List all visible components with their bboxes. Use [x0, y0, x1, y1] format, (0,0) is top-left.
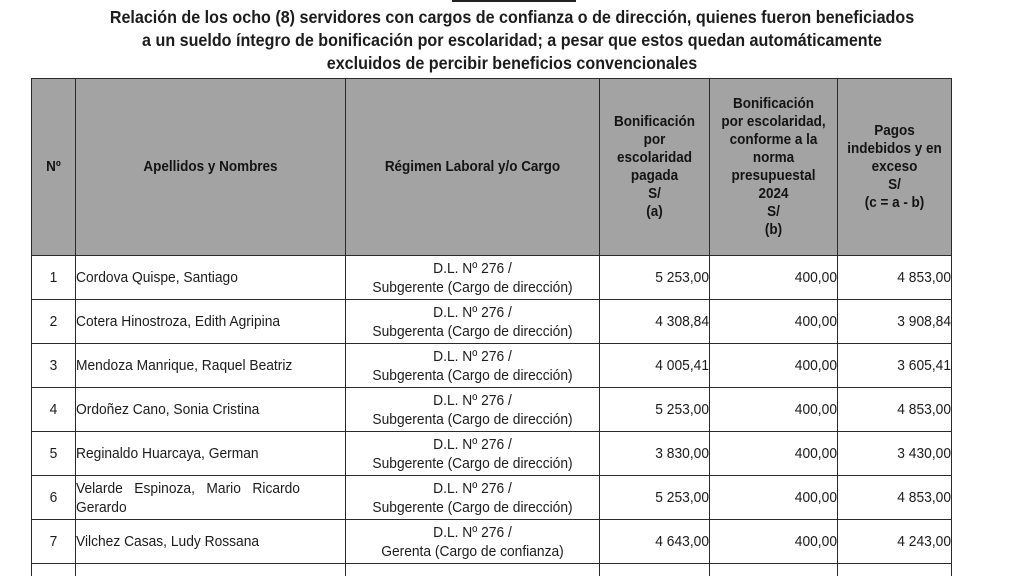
table-row	[32, 256, 952, 300]
row-paid	[600, 564, 710, 576]
row-paid: 3 830,00	[600, 432, 710, 476]
table-row	[32, 300, 952, 344]
row-number: 3	[32, 344, 76, 388]
row-excess	[838, 564, 952, 576]
row-name: Reginaldo Huarcaya, German	[76, 432, 346, 476]
top-rule	[452, 0, 576, 2]
row-norm: 400,00	[710, 300, 838, 344]
row-excess: 3 605,41	[838, 344, 952, 388]
row-regimen: D.L. Nº 276 / Subgerente (Cargo de dirección)	[346, 256, 600, 300]
row-norm	[710, 564, 838, 576]
table-row	[32, 344, 952, 388]
header-norm: Bonificación por escolaridad, conforme a la norma presupuestal 2024 S/ (b)	[710, 79, 838, 256]
table-row	[32, 432, 952, 476]
row-number: 2	[32, 300, 76, 344]
row-excess: 4 853,00	[838, 476, 952, 520]
header-excess: Pagos indebidos y en exceso S/ (c = a - b)	[838, 79, 952, 256]
row-regimen: D.L. Nº 276 / Subgerente (Cargo de dirección)	[346, 432, 600, 476]
row-name: Velarde Espinoza, Mario Ricardo Gerardo	[76, 476, 346, 520]
row-regimen	[346, 564, 600, 576]
row-norm: 400,00	[710, 432, 838, 476]
header-name: Apellidos y Nombres	[76, 79, 346, 256]
row-name: Vilchez Casas, Ludy Rossana	[76, 520, 346, 564]
row-paid: 5 253,00	[600, 388, 710, 432]
header-num: Nº	[32, 79, 76, 256]
row-regimen: D.L. Nº 276 / Gerenta (Cargo de confianza)	[346, 520, 600, 564]
row-number: 7	[32, 520, 76, 564]
table-row	[32, 520, 952, 564]
title-line-2: a un sueldo íntegro de bonificación por escolaridad; a pesar que estos quedan automáticamente	[142, 30, 882, 50]
title-line-1: Relación de los ocho (8) servidores con cargos de confianza o de dirección, quienes fueron beneficiados	[109, 7, 915, 27]
row-regimen: D.L. Nº 276 / Subgerenta (Cargo de dirección)	[346, 388, 600, 432]
title-line-3: excluidos de percibir beneficios convencionales	[326, 53, 698, 73]
row-excess: 4 853,00	[838, 388, 952, 432]
row-number: 5	[32, 432, 76, 476]
row-norm: 400,00	[710, 476, 838, 520]
table-row-partial	[32, 564, 952, 576]
row-number: 1	[32, 256, 76, 300]
row-number: 6	[32, 476, 76, 520]
row-paid: 4 643,00	[600, 520, 710, 564]
header-regimen: Régimen Laboral y/o Cargo	[346, 79, 600, 256]
row-name	[76, 564, 346, 576]
document-title	[41, 6, 983, 75]
row-paid: 5 253,00	[600, 476, 710, 520]
row-number: 4	[32, 388, 76, 432]
row-norm: 400,00	[710, 520, 838, 564]
row-number	[32, 564, 76, 576]
table-header-row	[32, 79, 952, 256]
row-paid: 5 253,00	[600, 256, 710, 300]
row-excess: 3 430,00	[838, 432, 952, 476]
row-paid: 4 005,41	[600, 344, 710, 388]
row-name: Cotera Hinostroza, Edith Agripina	[76, 300, 346, 344]
table-row	[32, 476, 952, 520]
header-paid: Bonificación por escolaridad pagada S/ (a)	[600, 79, 710, 256]
row-excess: 3 908,84	[838, 300, 952, 344]
row-name: Cordova Quispe, Santiago	[76, 256, 346, 300]
row-norm: 400,00	[710, 344, 838, 388]
row-excess: 4 853,00	[838, 256, 952, 300]
row-regimen: D.L. Nº 276 / Subgerenta (Cargo de dirección)	[346, 300, 600, 344]
table-row	[32, 388, 952, 432]
row-regimen: D.L. Nº 276 / Subgerenta (Cargo de dirección)	[346, 344, 600, 388]
row-excess: 4 243,00	[838, 520, 952, 564]
servants-table	[31, 78, 952, 576]
row-norm: 400,00	[710, 388, 838, 432]
row-regimen: D.L. Nº 276 / Subgerente (Cargo de dirección)	[346, 476, 600, 520]
row-name: Ordoñez Cano, Sonia Cristina	[76, 388, 346, 432]
row-paid: 4 308,84	[600, 300, 710, 344]
row-norm: 400,00	[710, 256, 838, 300]
row-name: Mendoza Manrique, Raquel Beatriz	[76, 344, 346, 388]
